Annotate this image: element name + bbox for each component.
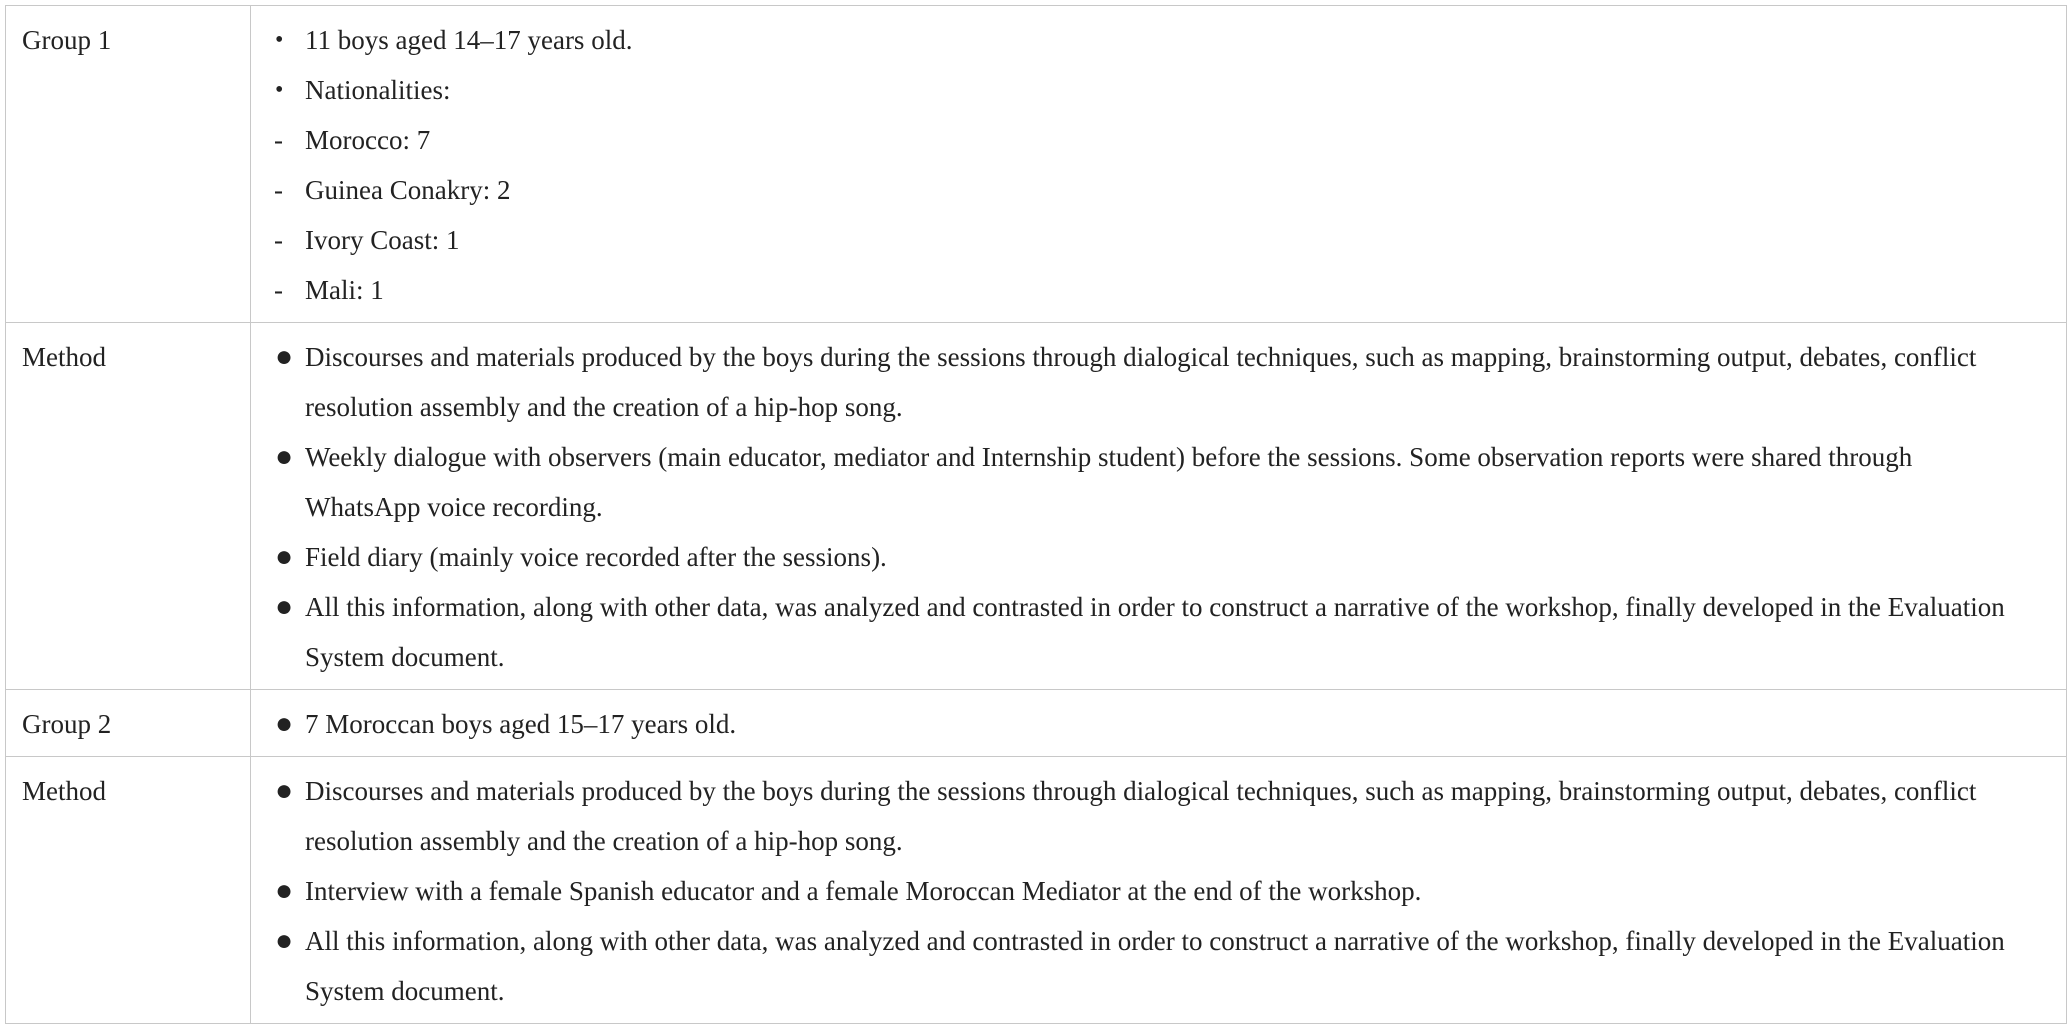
list-item-text: Discourses and materials produced by the boys during the sessions through dialogical techniques, such as mapping, brainstorming output, debates, conflict resolution assembly and the creation of a hip-hop song. (305, 776, 1977, 856)
list-item (271, 215, 2026, 265)
table-row-group-1 (6, 6, 2067, 323)
bullet-icon: ● (275, 924, 294, 957)
bullet-icon: ● (275, 540, 294, 573)
row-label: Group 1 (6, 6, 251, 323)
list-item-text: Nationalities: (305, 75, 451, 105)
list-item-text: All this information, along with other data, was analyzed and contrasted in order to construct a narrative of the workshop, finally developed in the Evaluation System document. (305, 592, 2005, 672)
table-row-method-1 (6, 323, 2067, 690)
list-item (271, 532, 2026, 582)
list-item-text: Discourses and materials produced by the boys during the sessions through dialogical techniques, such as mapping, brainstorming output, debates, conflict resolution assembly and the creation of a hip-hop song. (305, 342, 1977, 422)
list-item (271, 165, 2026, 215)
bullet-icon: • (275, 27, 284, 53)
row-label: Method (6, 757, 251, 1024)
table-row-method-2 (6, 757, 2067, 1024)
table-row-group-2 (6, 690, 2067, 757)
dash-icon: - (274, 275, 283, 305)
list-item-text: 11 boys aged 14–17 years old. (305, 25, 633, 55)
list-item (271, 65, 2026, 115)
bullet-icon: ● (275, 440, 294, 473)
list-item (271, 432, 2026, 532)
list-item-text: Morocco: 7 (305, 125, 431, 155)
list-item-text: Weekly dialogue with observers (main educator, mediator and Internship student) before the sessions. Some observation reports were shared through WhatsApp voice recording. (305, 442, 1913, 522)
list-item (271, 115, 2026, 165)
list-item (271, 866, 2026, 916)
row-content (251, 757, 2067, 1024)
dash-icon: - (274, 175, 283, 205)
participants-method-table (5, 5, 2067, 1024)
list-item-text: 7 Moroccan boys aged 15–17 years old. (305, 709, 737, 739)
bullet-icon: ● (275, 774, 294, 807)
row-content (251, 6, 2067, 323)
bullet-icon: ● (275, 340, 294, 373)
row-label: Method (6, 323, 251, 690)
list-item (271, 699, 2026, 749)
list-item-text: Field diary (mainly voice recorded after the sessions). (305, 542, 887, 572)
row-label: Group 2 (6, 690, 251, 757)
bullet-icon: • (275, 77, 284, 103)
list-item (271, 766, 2026, 866)
bullet-icon: ● (275, 590, 294, 623)
list-item-text: Guinea Conakry: 2 (305, 175, 511, 205)
list-item (271, 916, 2026, 1016)
list-item (271, 15, 2026, 65)
dash-icon: - (274, 125, 283, 155)
list-item (271, 332, 2026, 432)
list-item-text: Mali: 1 (305, 275, 384, 305)
list-item (271, 582, 2026, 682)
row-content (251, 323, 2067, 690)
row-content (251, 690, 2067, 757)
bullet-icon: ● (275, 874, 294, 907)
dash-icon: - (274, 225, 283, 255)
list-item-text: Interview with a female Spanish educator and a female Moroccan Mediator at the end of the workshop. (305, 876, 1422, 906)
bullet-icon: ● (275, 707, 294, 740)
list-item-text: Ivory Coast: 1 (305, 225, 460, 255)
list-item-text: All this information, along with other data, was analyzed and contrasted in order to construct a narrative of the workshop, finally developed in the Evaluation System document. (305, 926, 2005, 1006)
list-item (271, 265, 2026, 315)
